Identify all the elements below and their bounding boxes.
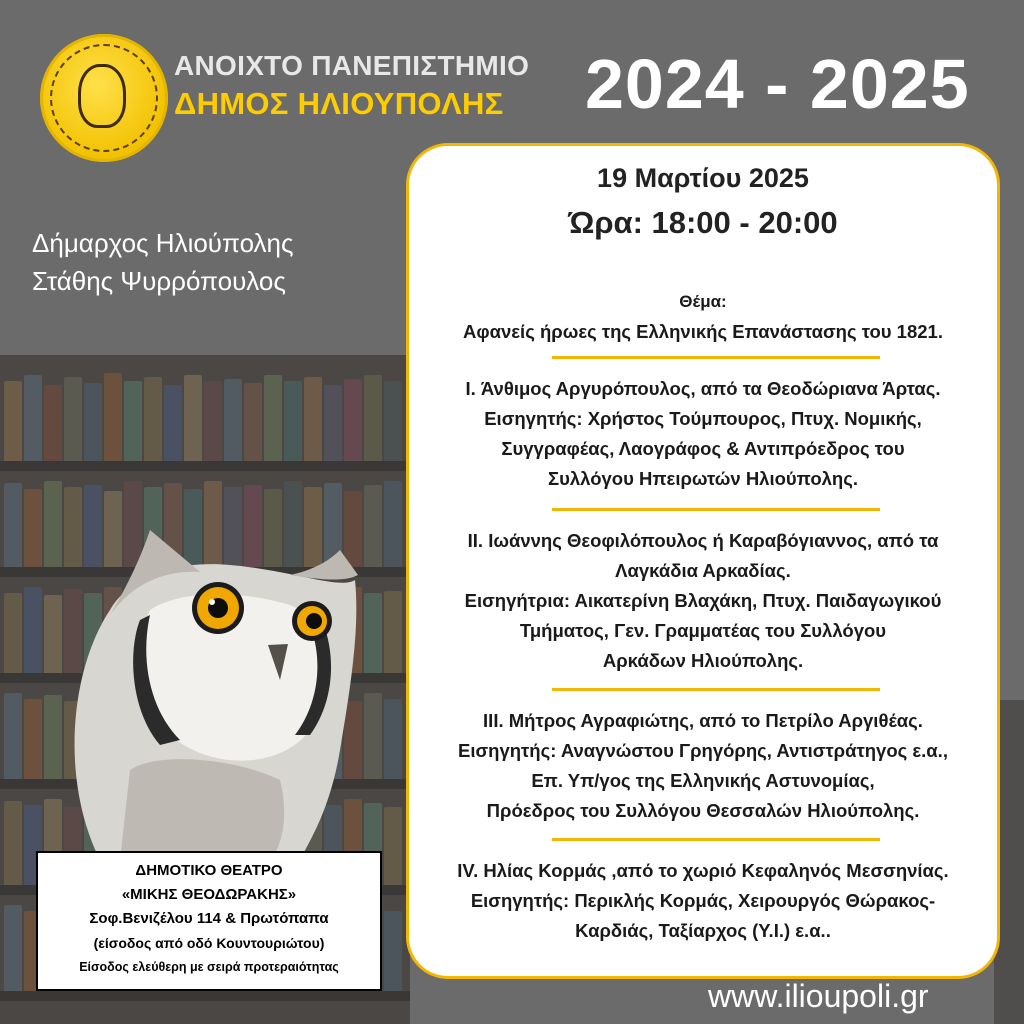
logo-face [78, 64, 126, 128]
section-4 [406, 856, 1000, 946]
section-line: Εισηγητής: Αναγνώστου Γρηγόρης, Αντιστράτηγος ε.α., [458, 740, 948, 761]
section-line: Λαγκάδια Αρκαδίας. [615, 560, 791, 581]
section-line: III. Μήτρος Αγραφιώτης, από το Πετρίλο Αργιθέας. [483, 710, 923, 731]
venue-box [36, 851, 382, 991]
section-divider [552, 838, 880, 841]
section-line: Καρδιάς, Ταξίαρχος (Υ.Ι.) ε.α.. [575, 920, 831, 941]
section-line: Πρόεδρος του Συλλόγου Θεσσαλών Ηλιούπολης. [486, 800, 920, 821]
section-line: Τμήματος, Γεν. Γραμματέας του Συλλόγου [519, 620, 887, 641]
section-2 [406, 526, 1000, 676]
section-1 [406, 374, 1000, 494]
topic-block [406, 287, 1000, 347]
section-divider [552, 508, 880, 511]
website-url[interactable]: www.ilioupoli.gr [708, 978, 929, 1014]
section-divider [552, 688, 880, 691]
section-line: Επ. Υπ/γος της Ελληνικής Αστυνομίας, [531, 770, 875, 791]
mayor-title: Δήμαρχος Ηλιούπολης [32, 228, 294, 258]
venue-theater-name: «ΜΙΚΗΣ ΘΕΟΔΩΡΑΚΗΣ» [121, 886, 297, 903]
section-3 [406, 706, 1000, 826]
topic-text: Αφανείς ήρωες της Ελληνικής Επανάστασης του 1821. [463, 321, 943, 342]
section-line: I. Άνθιμος Αργυρόπουλος, από τα Θεοδώριανα Άρτας. [465, 378, 941, 399]
section-line: Συλλόγου Ηπειρωτών Ηλιούπολης. [548, 468, 858, 489]
section-line: IV. Ηλίας Κορμάς ,από το χωριό Κεφαληνός Μεσσηνίας. [457, 860, 949, 881]
municipality-name: ΔΗΜΟΣ ΗΛΙΟΥΠΟΛΗΣ [174, 86, 504, 121]
section-line: Συγγραφέας, Λαογράφος & Αντιπρόεδρος του [501, 438, 905, 459]
venue-admission: Είσοδος ελεύθερη με σειρά προτεραιότητας [79, 960, 339, 974]
topic-label: Θέμα: [679, 292, 727, 311]
municipality-logo [40, 34, 168, 162]
owl-illustration [40, 520, 380, 860]
section-line: Εισηγήτρια: Αικατερίνη Βλαχάκη, Πτυχ. Παιδαγωγικού [464, 590, 942, 611]
section-line: Εισηγητής: Περικλής Κορμάς, Χειρουργός Θώρακος- [470, 890, 936, 911]
shelf-row [0, 365, 410, 461]
section-line: Εισηγητής: Χρήστος Τούμπουρος, Πτυχ. Νομικής, [484, 408, 922, 429]
academic-year: 2024 - 2025 [585, 45, 970, 123]
venue-name: ΔΗΜΟΤΙΚΟ ΘΕΑΤΡΟ [135, 862, 283, 879]
organization-title: ΑΝΟΙΧΤΟ ΠΑΝΕΠΙΣΤΗΜΙΟ [174, 50, 530, 81]
section-line: II. Ιωάννης Θεοφιλόπουλος ή Καραβόγιαννος, από τα [467, 530, 939, 551]
section-divider [552, 356, 880, 359]
venue-address: Σοφ.Βενιζέλου 114 & Πρωτόπαπα [89, 910, 329, 927]
venue-entrance: (είσοδος από οδό Κουντουριώτου) [93, 935, 325, 951]
event-date: 19 Μαρτίου 2025 [597, 163, 809, 193]
mayor-name: Στάθης Ψυρρόπουλος [32, 266, 286, 296]
event-time: Ώρα: 18:00 - 20:00 [568, 205, 838, 240]
section-line: Αρκάδων Ηλιούπολης. [602, 650, 804, 671]
